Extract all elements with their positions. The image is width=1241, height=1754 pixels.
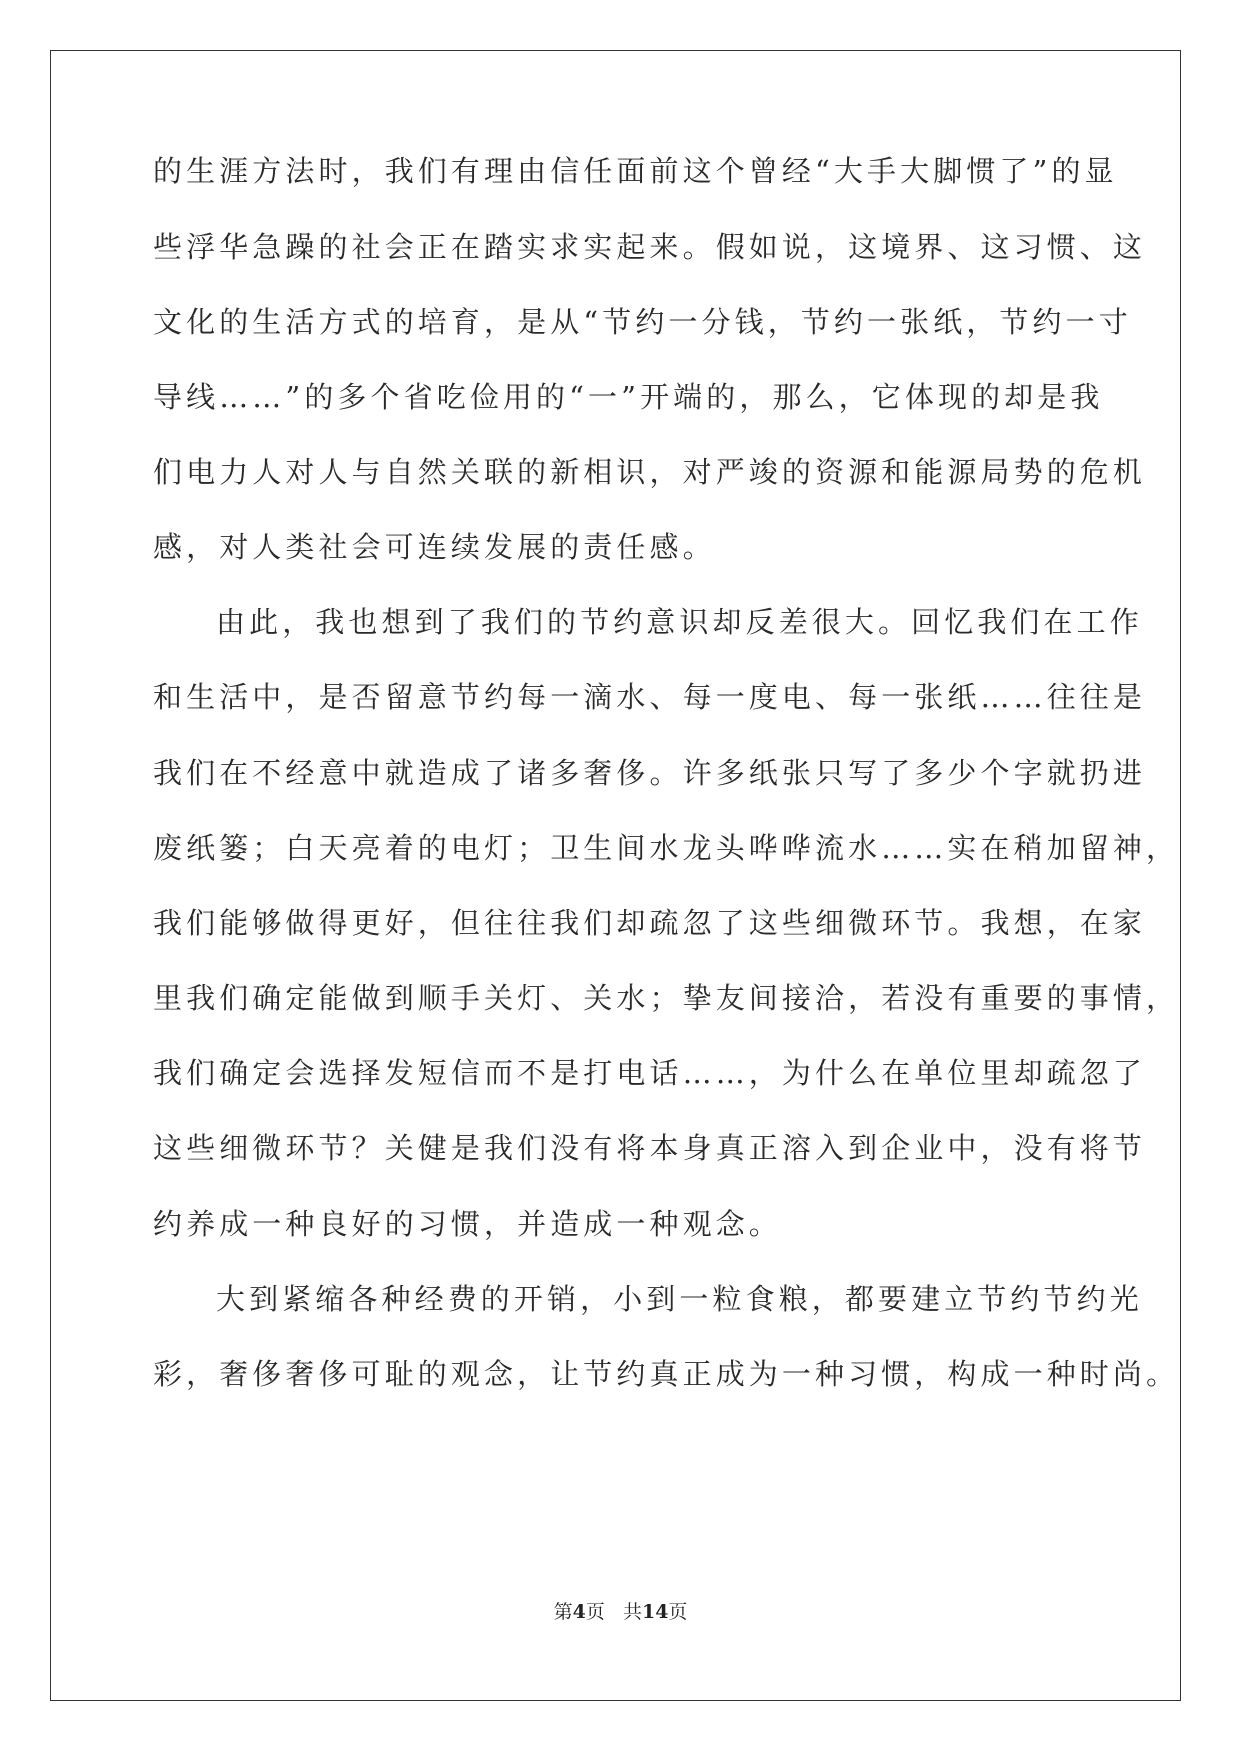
text-line: 感，对人类社会可连续发展的责任感。 xyxy=(153,530,716,564)
text-line: 我们能够做得更好，但往往我们却疏忽了这些细微环节。我想，在家 xyxy=(153,906,1147,940)
footer-total-suffix: 页 xyxy=(668,1601,688,1623)
text-line: 文化的生活方式的培育，是从“节约一分钱，节约一张纸，节约一寸 xyxy=(153,305,1132,339)
text-line: 的生涯方法时，我们有理由信任面前这个曾经“大手大脚惯了”的显 xyxy=(153,154,1118,188)
text-line: 和生活中，是否留意节约每一滴水、每一度电、每一张纸……往往是 xyxy=(153,680,1147,714)
text-line: 们电力人对人与自然关联的新相识，对严竣的资源和能源局势的危机 xyxy=(153,455,1147,489)
footer-page-suffix: 页 xyxy=(585,1601,605,1623)
text-line: 大到紧缩各种经费的开销，小到一粒食粮，都要建立节约节约光 xyxy=(216,1282,1143,1316)
text-line: 彩，奢侈奢侈可耻的观念，让节约真正成为一种习惯，构成一种时尚。 xyxy=(153,1357,1180,1391)
text-line: 些浮华急躁的社会正在踏实求实起来。假如说，这境界、这习惯、这 xyxy=(153,230,1147,264)
page-number: 4 xyxy=(572,1601,586,1623)
text-line: 我们在不经意中就造成了诸多奢侈。许多纸张只写了多少个字就扔进 xyxy=(153,756,1147,790)
text-line: 导线……”的多个省吃俭用的“一”开端的，那么，它体现的却是我 xyxy=(153,380,1104,414)
footer-total-prefix: 共 xyxy=(622,1601,642,1623)
text-line: 约养成一种良好的习惯，并造成一种观念。 xyxy=(153,1207,782,1241)
page-border xyxy=(50,50,1181,1701)
text-line: 废纸篓；白天亮着的电灯；卫生间水龙头哗哗流水……实在稍加留神， xyxy=(153,831,1180,865)
footer-prefix: 第 xyxy=(553,1601,573,1623)
text-line: 我们确定会选择发短信而不是打电话……，为什么在单位里却疏忽了 xyxy=(153,1056,1147,1090)
text-line: 这些细微环节？关健是我们没有将本身真正溶入到企业中，没有将节 xyxy=(153,1131,1147,1165)
text-line: 里我们确定能做到顺手关灯、关水；挚友间接洽，若没有重要的事情， xyxy=(153,981,1180,1015)
total-pages: 14 xyxy=(641,1601,669,1623)
page-footer xyxy=(0,1597,1241,1624)
text-line: 由此，我也想到了我们的节约意识却反差很大。回忆我们在工作 xyxy=(216,605,1143,639)
